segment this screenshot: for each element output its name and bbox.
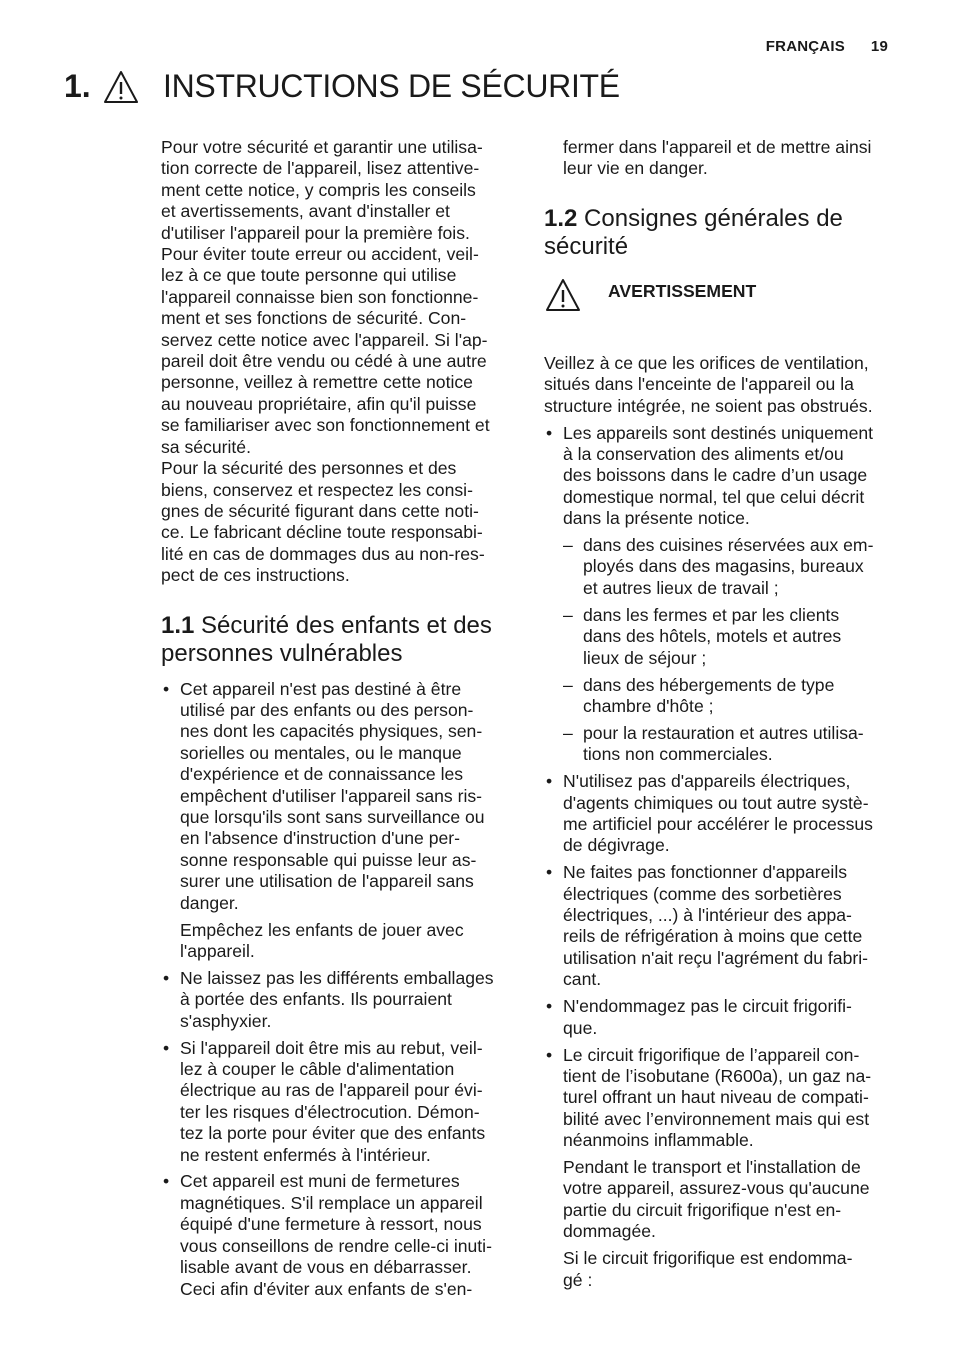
list-item — [161, 679, 511, 963]
section-1-2-heading — [544, 205, 896, 261]
list-item — [161, 1038, 511, 1166]
list-item — [544, 996, 896, 1039]
warning-triangle-icon — [544, 277, 582, 313]
list-item-note: Si le circuit frigorifique est endomma- gé : — [563, 1248, 853, 1290]
section-1-1-heading — [161, 612, 511, 668]
list-item-text: • Cet appareil est muni de fermetures magnétiques. S'il remplace un appareil équipé d'une fermeture à ressort, nous vous conseillons de rendre celle-ci inuti- lisable avant de vous en débarrasser. Ceci afin d'éviter aux enfants de s'en- — [180, 1171, 492, 1299]
left-column — [161, 137, 511, 1305]
list-item-text: • N'endommagez pas le circuit frigorifi- que. — [563, 996, 852, 1038]
list-item — [544, 771, 896, 857]
chapter-heading — [64, 68, 620, 105]
chapter-number: 1. — [64, 68, 91, 104]
intro-paragraph-2: Pour la sécurité des personnes et des biens, conservez et respectez les consi- gnes de sécurité figurant dans cette noti- ce. Le fabricant décline toute responsabi- lité en cas de dommages dus au non-res- pect de ces instructions. — [161, 458, 485, 586]
warning-label: AVERTISSEMENT — [608, 280, 757, 301]
sublist-item: – dans des hébergements de type chambre d'hôte ; — [563, 675, 896, 718]
list-item-note: Empêchez les enfants de jouer avec l'appareil. — [180, 919, 464, 961]
list-item — [161, 968, 511, 1032]
list-item — [544, 1045, 896, 1291]
intro-paragraph-1: Pour votre sécurité et garantir une utilisa- tion correcte de l'appareil, lisez attentive- ment cette notice, y compris les conseils et avertissements, avant d'installer et d'utiliser l'appareil pour la première fois. Pour éviter toute erreur ou accident, veil- lez à ce que toute personne qui utilise l'appareil connaisse bien son fonctionne- ment et ses fonctions de sécurité. Con- servez cette notice avec l'appareil. Si l'ap- pareil doit être vendu ou cédé à une autre personne, veillez à remettre cette notice au nouveau propriétaire, afin qu'il puisse se familiariser avec son fonctionnement et sa sécurité. — [161, 137, 490, 457]
warning-block — [544, 281, 896, 313]
general-safety-list — [544, 423, 896, 1291]
sublist-item: – dans des cuisines réservées aux em- ployés dans des magasins, bureaux et autres lieux de travail ; — [563, 535, 896, 599]
ventilation-paragraph: Veillez à ce que les orifices de ventilation, situés dans l'enceinte de l'appareil ou la structure intégrée, ne soient pas obstrués. — [544, 352, 873, 416]
section-number: 1.1 — [161, 611, 195, 639]
list-item-continuation: fermer dans l'appareil et de mettre ainsi leur vie en danger. — [563, 137, 872, 179]
sublist-item: – dans les fermes et par les clients dans des hôtels, motels et autres lieux de séjour ; — [563, 605, 896, 669]
children-safety-list — [161, 679, 511, 1300]
header-language: FRANÇAIS — [765, 38, 845, 55]
chapter-title: INSTRUCTIONS DE SÉCURITÉ — [163, 68, 620, 104]
list-item — [544, 423, 896, 766]
list-item-text: • Le circuit frigorifique de l’appareil con- tient de l’isobutane (R600a), un gaz na- turel offrant un haut niveau de compati- bilité avec l’environnement mais qui est néanmoins inflammable. — [563, 1044, 872, 1151]
list-item-text: • Cet appareil n'est pas destiné à être utilisé par des enfants ou des person- nes dont les capacités physiques, sen- sorielles ou mentales, ou le manque d'expérience et de connaissance les empêchent d'utiliser l'appareil sans ris- que lorsqu'ils sont sans surveillance ou en l'absence d'instruction d'une per- sonne responsable qui puisse leur as- surer une utilisation de l'appareil sans danger. — [180, 678, 485, 913]
list-item-text: • Ne faites pas fonctionner d'appareils électriques (comme des sorbetières électriques, ...) à l'intérieur des appa- reils de réfrigération à moins que cette utilisation n'ait reçu l'agrément du fabri- cant. — [563, 862, 868, 990]
list-item-text: • Ne laissez pas les différents emballages à portée des enfants. Ils pourraient s'asphyxier. — [180, 967, 494, 1031]
section-title: Consignes générales de sécurité — [544, 204, 843, 260]
list-item-text: • Les appareils sont destinés uniquement à la conservation des aliments et/ou des boissons dans le cadre d’un usage domestique normal, tel que celui décrit dans la présente notice. — [563, 422, 874, 529]
sublist-item: – pour la restauration et autres utilisa- tions non commerciales. — [563, 723, 896, 766]
section-number: 1.2 — [544, 204, 578, 232]
list-item-text: • Si l'appareil doit être mis au rebut, veil- lez à couper le câble d'alimentation électrique au ras de l'appareil pour évi- ter les risques d'électrocution. Démon- tez la porte pour éviter que des enfants ne restent enfermés à l'intérieur. — [180, 1037, 486, 1165]
right-column — [544, 137, 896, 1296]
list-item-note: Pendant le transport et l'installation de votre appareil, assurez-vous qu'aucune partie du circuit frigorifique n'est en- dommagée. — [563, 1157, 870, 1242]
list-item-text: • N'utilisez pas d'appareils électriques, d'agents chimiques ou tout autre systè- me artificiel pour accélérer le processus de dégivrage. — [563, 771, 873, 856]
page-number: 19 — [870, 38, 888, 55]
page-header — [766, 38, 888, 55]
warning-triangle-icon — [102, 69, 140, 105]
list-item — [544, 862, 896, 990]
section-title: Sécurité des enfants et des personnes vulnérables — [161, 611, 492, 667]
usage-sublist — [563, 535, 896, 766]
list-item — [161, 1171, 511, 1299]
